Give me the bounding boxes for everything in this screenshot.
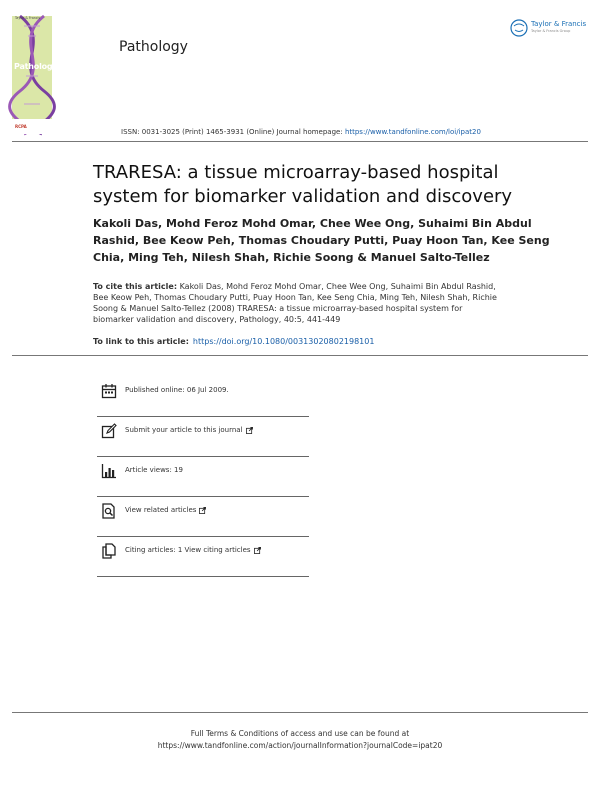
publisher-logo-name: Taylor & Francis	[531, 20, 587, 28]
issn-text: ISSN: 0031-3025 (Print) 1465-3931 (Online) Journal homepage:	[121, 128, 345, 136]
header-divider	[12, 141, 588, 142]
external-link-icon	[246, 427, 253, 434]
footer	[0, 728, 600, 752]
info-separator	[97, 416, 309, 417]
external-link-icon	[254, 547, 261, 554]
edit-icon	[101, 423, 117, 439]
citing-articles-link[interactable]	[125, 546, 261, 554]
copy-documents-icon	[101, 543, 117, 559]
doi-link[interactable]: https://doi.org/10.1080/00313020802198101	[192, 337, 375, 346]
submit-article-link[interactable]	[125, 426, 253, 434]
article-views-text: Article views: 19	[125, 466, 183, 474]
citing-articles-label: Citing articles: 1 View citing articles	[125, 546, 251, 554]
info-submit[interactable]	[97, 419, 309, 457]
info-separator	[97, 496, 309, 497]
article-authors: Kakoli Das, Mohd Feroz Mohd Omar, Chee Wee Ong, Suhaimi Bin Abdul Rashid, Bee Keow Peh, Thomas Choudary Putti, Puay Hoon Tan, Kee Seng Chia, Ming Teh, Nilesh Shah, Richie Soong & Manuel Salto-Tellez	[93, 217, 550, 264]
footer-terms-text: Full Terms & Conditions of access and use can be found at	[190, 729, 410, 738]
citation-block	[93, 281, 503, 325]
published-online-text: Published online: 06 Jul 2009.	[125, 386, 229, 394]
info-separator	[97, 456, 309, 457]
info-separator	[97, 576, 309, 577]
submit-article-label: Submit your article to this journal	[125, 426, 243, 434]
citation-divider	[12, 355, 588, 356]
document-search-icon	[101, 503, 117, 519]
link-label: To link to this article:	[93, 337, 189, 346]
bar-chart-icon	[101, 463, 117, 479]
info-citing[interactable]	[97, 539, 309, 577]
related-articles-link[interactable]	[125, 506, 206, 514]
footer-divider	[12, 712, 588, 713]
dna-helix-illustration	[12, 16, 52, 134]
info-published	[97, 379, 309, 417]
external-link-icon	[199, 507, 206, 514]
info-related[interactable]	[97, 499, 309, 537]
issn-line	[121, 128, 481, 136]
info-views	[97, 459, 309, 497]
journal-name: Pathology	[119, 39, 188, 55]
article-title: TRARESA: a tissue microarray-based hospital system for biomarker validation and discovery	[93, 162, 513, 207]
article-link-line	[93, 337, 374, 346]
citation-label: To cite this article:	[93, 282, 178, 291]
footer-terms-link[interactable]: https://www.tandfonline.com/action/journalInformation?journalCode=ipat20	[157, 741, 443, 750]
publisher-logo-icon	[510, 19, 528, 37]
citation-text: Kakoli Das, Mohd Feroz Mohd Omar, Chee Wee Ong, Suhaimi Bin Abdul Rashid, Bee Keow Peh, Thomas Choudary Putti, Puay Hoon Tan, Kee Seng Chia, Ming Teh, Nilesh Shah, Richie Soong & Manuel Salto-Tellez (2008) TRARESA: a tissue microarray-based hospital system for biomarker validation and discovery, Pathology, 40:5, 441-449	[93, 282, 497, 324]
calendar-icon	[101, 383, 117, 399]
publisher-logo-subtitle: Taylor & Francis Group	[531, 29, 571, 33]
cover-publisher-mark: Taylor & Francis	[15, 16, 41, 20]
journal-cover-image	[12, 16, 58, 134]
related-articles-label: View related articles	[125, 506, 197, 514]
cover-title: Pathology	[14, 62, 58, 71]
cover-rcpa-logo: RCPA	[15, 124, 27, 129]
publisher-logo	[510, 18, 586, 38]
info-separator	[97, 536, 309, 537]
journal-homepage-link[interactable]: https://www.tandfonline.com/loi/ipat20	[344, 128, 481, 136]
